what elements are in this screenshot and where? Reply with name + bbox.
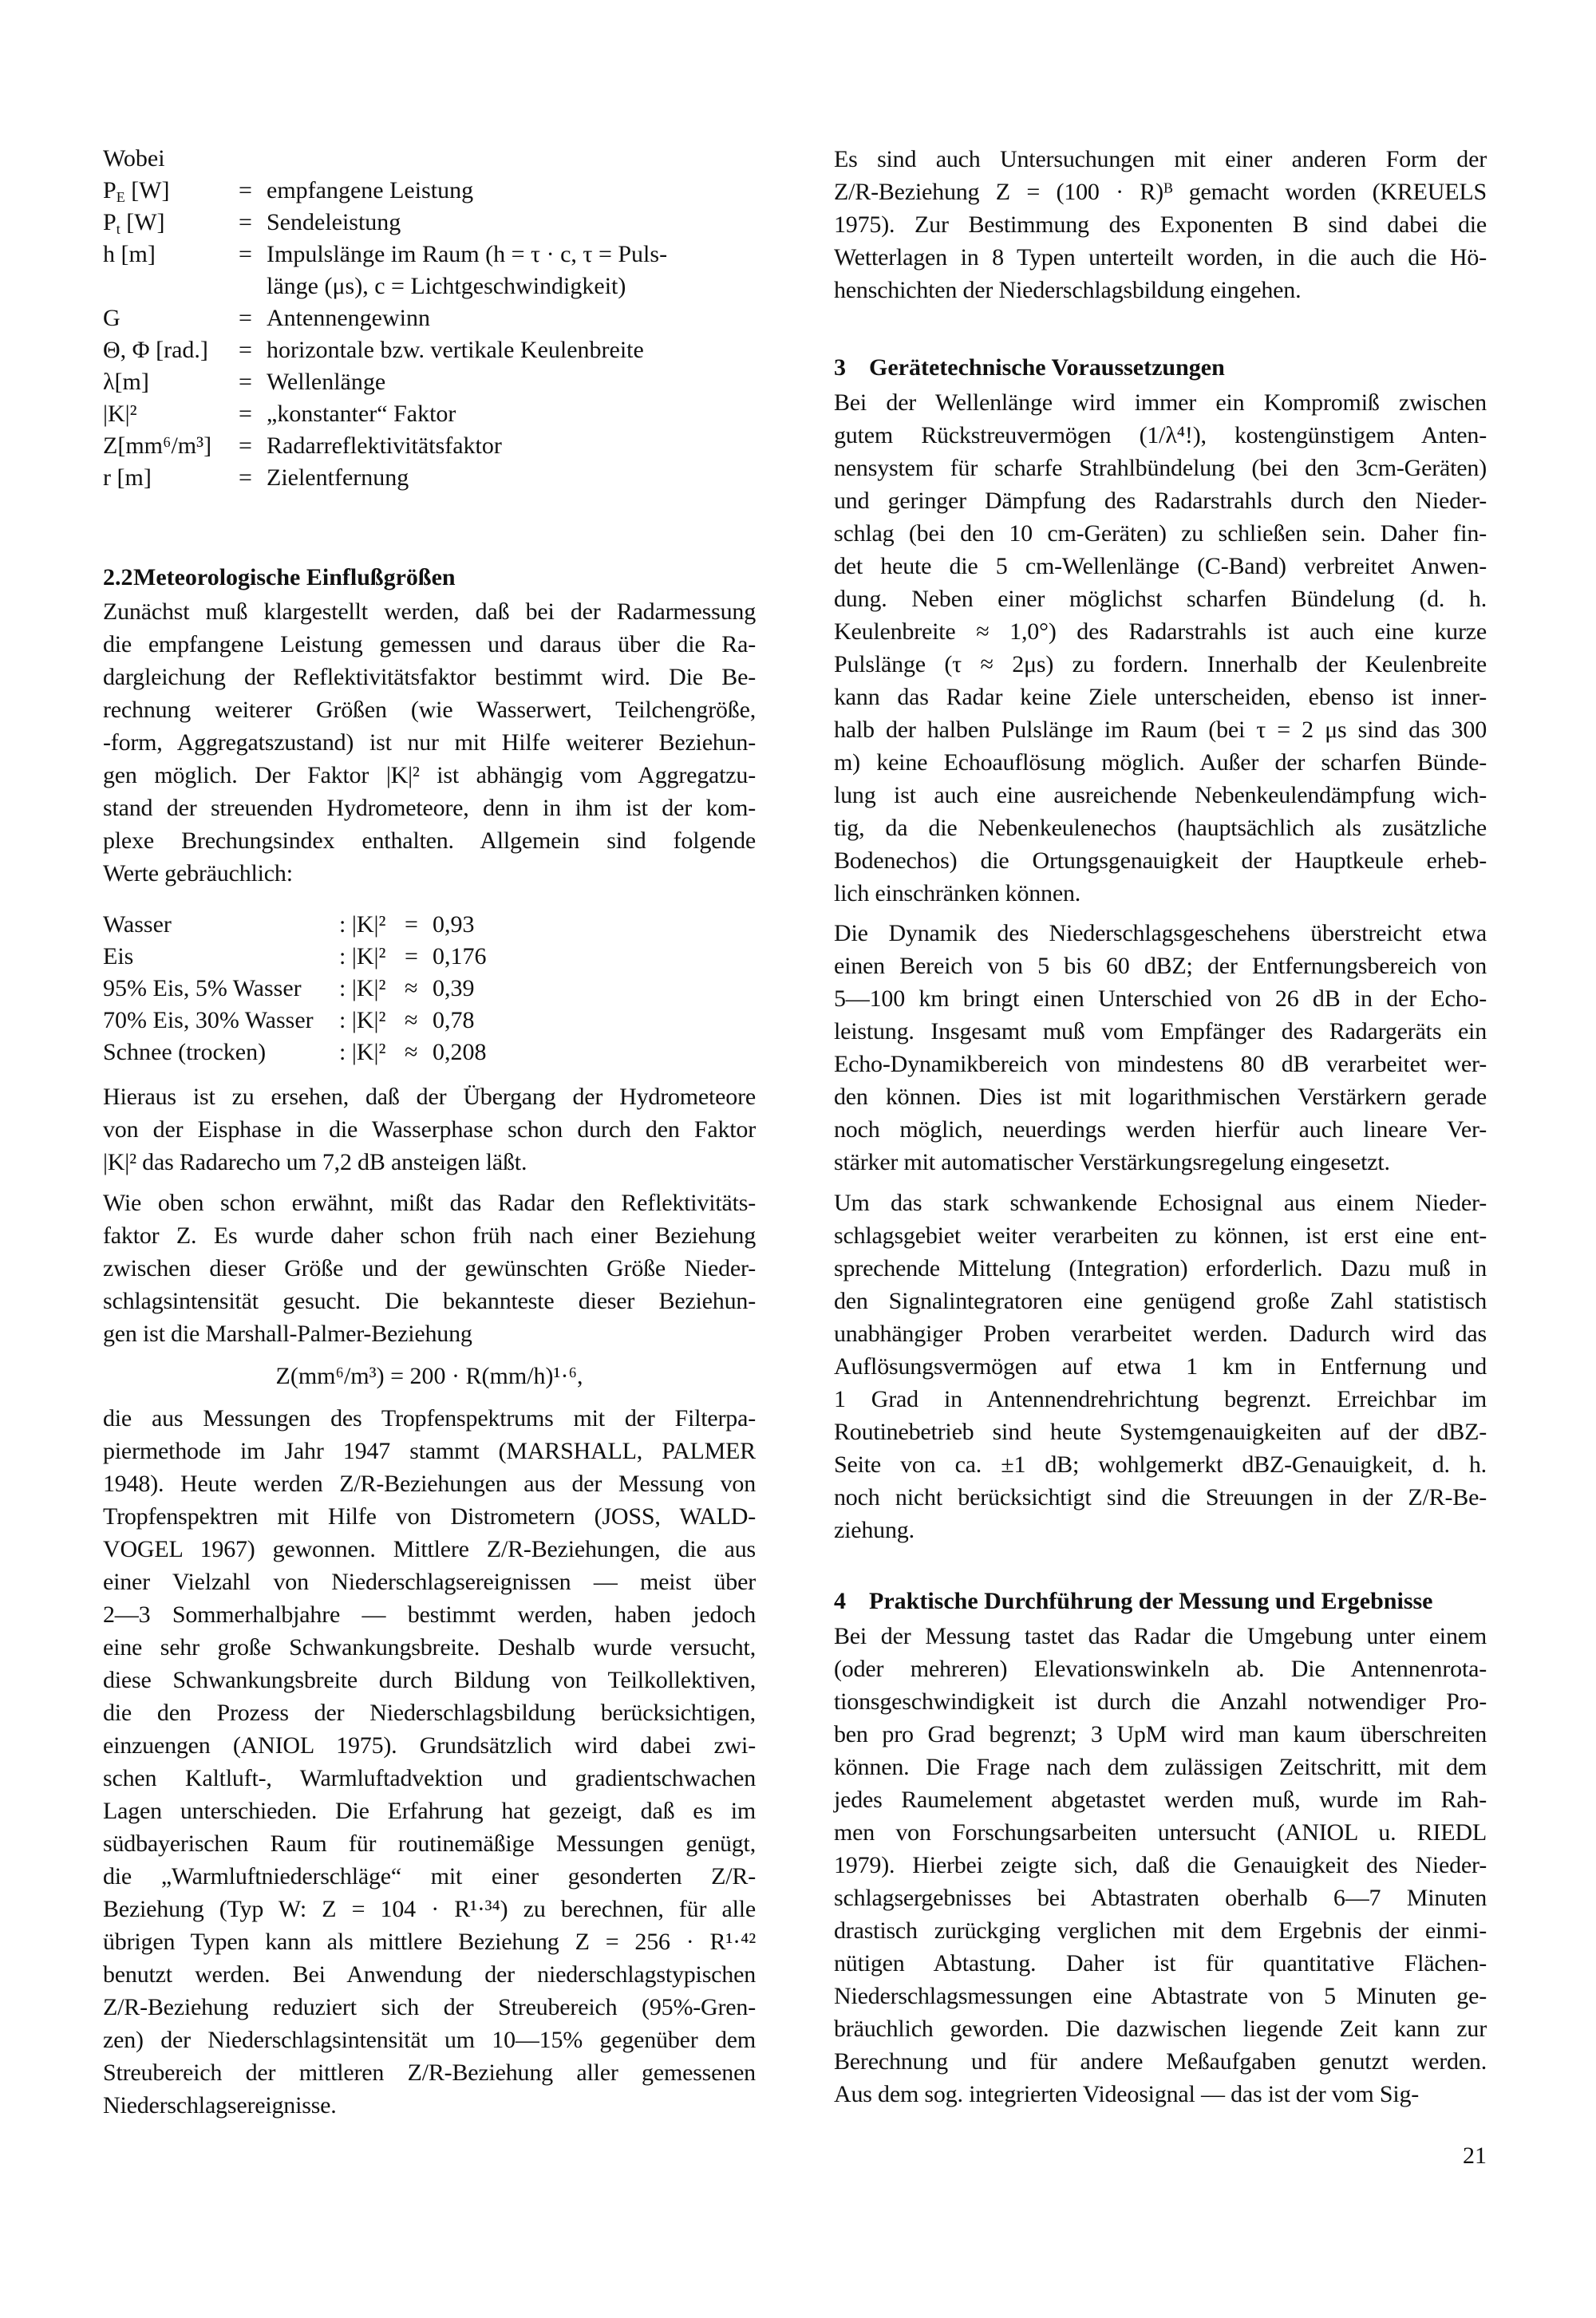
text-line: leistung. Insgesamt muß vom Empfänger des Radargeräts ein <box>834 1018 1487 1044</box>
text-line: Niederschlagsereignisse. <box>103 2092 337 2119</box>
text-line: Wetterlagen in 8 Typen unterteilt worden, in die auch die Hö- <box>834 244 1487 270</box>
text-line: -form, Aggregatszustand) ist nur mit Hilfe weiterer Beziehun- <box>103 729 756 756</box>
text-line: Keulenbreite ≈ 1,0°) des Radarstrahls ist auch eine kurze <box>834 618 1487 645</box>
definition-description: Sendeleistung <box>267 209 401 235</box>
text-line: Um das stark schwankende Echosignal aus einem Nieder- <box>834 1190 1487 1216</box>
definition-description: Impulslänge im Raum (h = τ · c, τ = Puls- <box>267 241 668 267</box>
text-line: südbayerischen Raum für routinemäßige Messungen genügt, <box>103 1830 756 1857</box>
text-line: die empfangene Leistung gemessen und daraus über die Ra- <box>103 631 756 657</box>
definition-description: Zielentfernung <box>267 464 409 491</box>
text-line: können. Die Frage nach dem zulässigen Zeitschritt, mit dem <box>834 1754 1487 1780</box>
definition-row <box>103 462 756 494</box>
text-line: Wie oben schon erwähnt, mißt das Radar den Reflektivitäts- <box>103 1190 756 1216</box>
text-line: Z/R-Beziehung Z = (100 · R)ᴮ gemacht worden (KREUELS <box>834 179 1487 205</box>
section-title: Praktische Durchführung der Messung und Ergebnisse <box>869 1588 1433 1614</box>
k-value: 0,176 <box>433 943 487 969</box>
definition-term <box>103 239 156 270</box>
text-line: die den Prozess der Niederschlagsbildung berücksichtigen, <box>103 1700 756 1726</box>
text-line: unabhängiger Proben verarbeitet werden. Dadurch wird das <box>834 1321 1487 1347</box>
text-line: gutem Rückstreuvermögen (1/λ⁴!), kostengünstigem Anten- <box>834 422 1487 448</box>
definition-term <box>103 398 137 430</box>
k-label: Schnee (trocken) <box>103 1039 267 1065</box>
text-line: von der Eisphase in die Wasserphase schon durch den Faktor <box>103 1116 756 1143</box>
definition-term <box>103 175 169 207</box>
text-line: halb der halben Pulslänge im Raum (bei τ = 2 μs sind das 300 <box>834 717 1487 743</box>
text-line: 1 Grad in Antennendrehrichtung begrenzt. Erreichbar im <box>834 1386 1487 1412</box>
text-line: ziehung. <box>834 1517 915 1543</box>
k-symbol: : |K|² <box>339 975 386 1001</box>
k-table-row <box>103 1037 756 1068</box>
k-symbol: : |K|² <box>339 1039 386 1065</box>
text-line: dargleichung der Reflektivitätsfaktor bestimmt wird. Die Be- <box>103 664 756 690</box>
equals-sign: = <box>239 177 252 203</box>
k-value: 0,78 <box>433 1007 475 1033</box>
definition-row <box>103 398 756 430</box>
paragraph <box>103 595 756 890</box>
definition-row <box>103 207 756 239</box>
text-line: schlag (bei den 10 cm-Geräten) zu schließen sein. Daher fin- <box>834 520 1487 547</box>
paragraph <box>834 1187 1487 1546</box>
text-line: Z/R-Beziehung reduziert sich der Streubereich (95%-Gren- <box>103 1994 756 2020</box>
definition-description: Wellenlänge <box>267 369 386 395</box>
term-symbol: P <box>103 209 117 235</box>
paragraph <box>834 1620 1487 2111</box>
page-number: 21 <box>1463 2142 1487 2169</box>
k-table-row <box>103 973 756 1005</box>
text-line: bräuchlich geworden. Die dazwischen liegende Zeit kann zur <box>834 2016 1487 2042</box>
text-line: det heute die 5 cm-Wellenlänge (C-Band) verbreitet Anwen- <box>834 553 1487 579</box>
text-line: lung ist auch eine ausreichende Nebenkeulendämpfung wich- <box>834 782 1487 808</box>
paragraph <box>103 1187 756 1350</box>
marshall-palmer-equation: Z(mm⁶/m³) = 200 · R(mm/h)¹·⁶, <box>275 1363 583 1389</box>
k-value: 0,93 <box>433 911 475 938</box>
definition-description: empfangene Leistung <box>267 177 474 203</box>
text-line: |K|² das Radarecho um 7,2 dB ansteigen läßt. <box>103 1149 527 1175</box>
section-title: Gerätetechnische Voraussetzungen <box>869 354 1225 381</box>
text-line: 2—3 Sommerhalbjahre — bestimmt werden, haben jedoch <box>103 1601 756 1628</box>
text-line: Zunächst muß klargestellt werden, daß bei der Radarmessung <box>103 598 756 625</box>
text-line: plexe Brechungsindex enthalten. Allgemein sind folgende <box>103 827 756 854</box>
text-line: 5—100 km bringt einen Unterschied von 26 dB in der Echo- <box>834 985 1487 1012</box>
definition-term <box>103 366 149 398</box>
text-line: gen möglich. Der Faktor |K|² ist abhängig vom Aggregatzu- <box>103 762 756 788</box>
definition-row <box>103 270 756 302</box>
term-symbol: G <box>103 305 120 331</box>
term-symbol: λ[m] <box>103 369 149 395</box>
definition-row <box>103 430 756 462</box>
intro-text: Wobei <box>103 145 165 172</box>
section-number: 3 <box>834 354 846 381</box>
paragraph <box>834 143 1487 306</box>
text-line: zwischen dieser Größe und der gewünschten Größe Nieder- <box>103 1255 756 1281</box>
text-line: und geringer Dämpfung des Radarstrahls durch den Nieder- <box>834 488 1487 514</box>
section-number: 2.2 <box>103 564 133 590</box>
equals-sign: = <box>239 369 252 395</box>
text-line: Bodenechos) die Ortungsgenauigkeit der Hauptkeule erheb- <box>834 847 1487 874</box>
text-line: henschichten der Niederschlagsbildung eingehen. <box>834 277 1302 303</box>
text-line: men von Forschungsarbeiten untersucht (ANIOL u. RIEDL <box>834 1819 1487 1846</box>
text-line: rechnung weiterer Größen (wie Wasserwert, Teilchengröße, <box>103 697 756 723</box>
term-subscript: E <box>116 189 125 205</box>
k-value: 0,208 <box>433 1039 487 1065</box>
text-line: noch möglich, neuerdings werden hierfür auch lineare Ver- <box>834 1116 1487 1143</box>
text-line: noch nicht berücksichtigt sind die Streuungen in der Z/R-Be- <box>834 1484 1487 1510</box>
term-subscript: t <box>116 221 120 237</box>
section-number: 4 <box>834 1588 846 1614</box>
text-line: Bei der Wellenlänge wird immer ein Kompromiß zwischen <box>834 389 1487 416</box>
text-line: Streubereich der mittleren Z/R-Beziehung aller gemessenen <box>103 2059 756 2086</box>
definition-row <box>103 366 756 398</box>
text-line: den Signalintegratoren eine genügend große Zahl statistisch <box>834 1288 1487 1314</box>
section-heading-4 <box>834 1585 1487 1617</box>
k-value: 0,39 <box>433 975 475 1001</box>
text-line: benutzt werden. Bei Anwendung der niederschlagstypischen <box>103 1961 756 1988</box>
definitions-block <box>103 143 756 494</box>
definition-term <box>103 430 211 462</box>
text-line: kann das Radar keine Ziele unterscheiden, ebenso ist inner- <box>834 684 1487 710</box>
term-unit: [W] <box>120 209 165 235</box>
k-label: 70% Eis, 30% Wasser <box>103 1007 314 1033</box>
definition-term <box>103 334 208 366</box>
text-line: tionsgeschwindigkeit ist durch die Anzahl notwendiger Pro- <box>834 1688 1487 1715</box>
text-line: 1975). Zur Bestimmung des Exponenten B sind dabei die <box>834 211 1487 238</box>
definition-row <box>103 302 756 334</box>
text-line: stärker mit automatischer Verstärkungsregelung eingesetzt. <box>834 1149 1390 1175</box>
text-line: Niederschlagsmessungen eine Abtastrate von 5 Minuten ge- <box>834 1983 1487 2009</box>
k-operator: = <box>405 943 418 969</box>
text-line: sprechende Mittelung (Integration) erforderlich. Dazu muß in <box>834 1255 1487 1281</box>
text-line: Seite von ca. ±1 dB; wohlgemerkt dBZ-Genauigkeit, d. h. <box>834 1451 1487 1478</box>
k-label: Eis <box>103 943 134 969</box>
definition-description: horizontale bzw. vertikale Keulenbreite <box>267 337 644 363</box>
text-line: m) keine Echoauflösung möglich. Außer der scharfen Bünde- <box>834 749 1487 776</box>
section-heading-3 <box>834 351 1487 384</box>
term-symbol: h [m] <box>103 241 156 267</box>
text-line: Tropfenspektren mit Hilfe von Distrometern (JOSS, WALD- <box>103 1503 756 1530</box>
text-line: VOGEL 1967) gewonnen. Mittlere Z/R-Beziehungen, die aus <box>103 1536 756 1562</box>
term-symbol: r [m] <box>103 464 152 491</box>
equals-sign: = <box>239 337 252 363</box>
k-label: 95% Eis, 5% Wasser <box>103 975 302 1001</box>
k-operator: = <box>405 911 418 938</box>
text-line: schlagsergebnisses bei Abtastraten oberhalb 6—7 Minuten <box>834 1885 1487 1911</box>
text-line: Die Dynamik des Niederschlagsgeschehens überstreicht etwa <box>834 920 1487 946</box>
intro-word <box>103 143 756 175</box>
text-line: übrigen Typen kann als mittlere Beziehung Z = 256 · R¹·⁴² <box>103 1929 756 1955</box>
k-symbol: : |K|² <box>339 911 386 938</box>
text-line: (oder mehreren) Elevationswinkeln ab. Die Antennenrota- <box>834 1656 1487 1682</box>
definition-term <box>103 207 165 239</box>
text-line: tig, da die Nebenkeulenechos (hauptsächlich als zusätzliche <box>834 815 1487 841</box>
k-operator: ≈ <box>405 1039 418 1065</box>
text-line: nensystem für scharfe Strahlbündelung (bei den 3cm-Geräten) <box>834 455 1487 481</box>
equals-sign: = <box>239 401 252 427</box>
text-line: nütigen Abtastung. Daher ist für quantitative Flächen- <box>834 1950 1487 1976</box>
text-line: stand der streuenden Hydrometeore, denn in ihm ist der kom- <box>103 795 756 821</box>
text-line: Aus dem sog. integrierten Videosignal — das ist der vom Sig- <box>834 2081 1420 2107</box>
equals-sign: = <box>239 241 252 267</box>
text-line: schen Kaltluft-, Warmluftadvektion und gradientschwachen <box>103 1765 756 1791</box>
text-line: Berechnung und für andere Meßaufgaben genutzt werden. <box>834 2048 1487 2075</box>
text-line: drastisch zurückging verglichen mit dem Ergebnis der einmi- <box>834 1917 1487 1944</box>
text-line: die aus Messungen des Tropfenspektrums mit der Filterpa- <box>103 1405 756 1431</box>
text-line: Echo-Dynamikbereich von mindestens 80 dB verarbeitet wer- <box>834 1051 1487 1077</box>
text-line: diese Schwankungsbreite durch Bildung von Teilkollektiven, <box>103 1667 756 1693</box>
k-operator: ≈ <box>405 1007 418 1033</box>
k-table-row <box>103 941 756 973</box>
equals-sign: = <box>239 305 252 331</box>
text-line: dung. Neben einer möglichst scharfen Bündelung (d. h. <box>834 586 1487 612</box>
text-line: faktor Z. Es wurde daher schon früh nach einer Beziehung <box>103 1222 756 1249</box>
text-line: den können. Dies ist mit logarithmischen Verstärkern gerade <box>834 1084 1487 1110</box>
definition-description: länge (μs), c = Lichtgeschwindigkeit) <box>267 273 626 299</box>
paragraph <box>103 1080 756 1179</box>
term-unit: [W] <box>124 177 170 203</box>
k-values-table <box>103 909 756 1068</box>
text-line: Lagen unterschieden. Die Erfahrung hat gezeigt, daß es im <box>103 1798 756 1824</box>
text-line: 1979). Hierbei zeigte sich, daß die Genauigkeit des Nieder- <box>834 1852 1487 1878</box>
text-line: eine sehr große Schwankungsbreite. Deshalb wurde versucht, <box>103 1634 756 1661</box>
definition-description: Radarreflektivitätsfaktor <box>267 432 502 459</box>
definition-term <box>103 302 120 334</box>
section-heading-2-2 <box>103 561 756 594</box>
text-line: die „Warmluftniederschläge“ mit einer gesonderten Z/R- <box>103 1863 756 1890</box>
paragraph <box>834 917 1487 1179</box>
text-line: Werte gebräuchlich: <box>103 860 293 887</box>
definition-row <box>103 175 756 207</box>
section-title: Meteorologische Einflußgrößen <box>133 564 456 590</box>
definition-row <box>103 334 756 366</box>
text-line: piermethode im Jahr 1947 stammt (MARSHALL, PALMER <box>103 1438 756 1464</box>
k-operator: ≈ <box>405 975 418 1001</box>
equals-sign: = <box>239 464 252 491</box>
k-label: Wasser <box>103 911 172 938</box>
k-symbol: : |K|² <box>339 1007 386 1033</box>
text-line: gen ist die Marshall-Palmer-Beziehung <box>103 1321 472 1347</box>
text-line: Auflösungsvermögen auf etwa 1 km in Entfernung und <box>834 1353 1487 1380</box>
text-line: einzuengen (ANIOL 1975). Grundsätzlich wird dabei zwi- <box>103 1732 756 1759</box>
text-line: Es sind auch Untersuchungen mit einer anderen Form der <box>834 146 1487 172</box>
k-table-row <box>103 1005 756 1037</box>
text-line: Beziehung (Typ W: Z = 104 · R¹·³⁴) zu berechnen, für alle <box>103 1896 756 1922</box>
term-symbol: Z[mm⁶/m³] <box>103 432 212 459</box>
text-line: einer Vielzahl von Niederschlagsereignissen — meist über <box>103 1569 756 1595</box>
k-table-row <box>103 909 756 941</box>
equals-sign: = <box>239 432 252 459</box>
k-symbol: : |K|² <box>339 943 386 969</box>
text-line: schlagsgebiet weiter verarbeiten zu können, ist erst eine ent- <box>834 1222 1487 1249</box>
text-line: Hieraus ist zu ersehen, daß der Übergang der Hydrometeore <box>103 1084 756 1110</box>
definition-description: Antennengewinn <box>267 305 430 331</box>
text-line: ben pro Grad begrenzt; 3 UpM wird man kaum überschreiten <box>834 1721 1487 1747</box>
text-line: zen) der Niederschlagsintensität um 10—15% gegenüber dem <box>103 2027 756 2053</box>
definition-description: „konstanter“ Faktor <box>267 401 456 427</box>
equals-sign: = <box>239 209 252 235</box>
text-line: Bei der Messung tastet das Radar die Umgebung unter einem <box>834 1623 1487 1649</box>
paragraph <box>103 1402 756 2122</box>
term-symbol: P <box>103 177 117 203</box>
text-line: 1948). Heute werden Z/R-Beziehungen aus der Messung von <box>103 1471 756 1497</box>
text-line: einen Bereich von 5 bis 60 dBZ; der Entfernungsbereich von <box>834 953 1487 979</box>
text-line: jedes Raumelement abgetastet werden muß, wurde im Rah- <box>834 1787 1487 1813</box>
text-line: schlagsintensität gesucht. Die bekannteste dieser Beziehun- <box>103 1288 756 1314</box>
paragraph <box>834 386 1487 910</box>
text-line: Pulslänge (τ ≈ 2μs) zu fordern. Innerhalb der Keulenbreite <box>834 651 1487 677</box>
term-symbol: Θ, Φ [rad.] <box>103 337 208 363</box>
text-line: Routinebetrieb sind heute Systemgenauigkeiten auf der dBZ- <box>834 1419 1487 1445</box>
term-symbol: |K|² <box>103 401 137 427</box>
text-line: lich einschränken können. <box>834 880 1081 906</box>
definition-row <box>103 239 756 270</box>
definition-term <box>103 462 152 494</box>
